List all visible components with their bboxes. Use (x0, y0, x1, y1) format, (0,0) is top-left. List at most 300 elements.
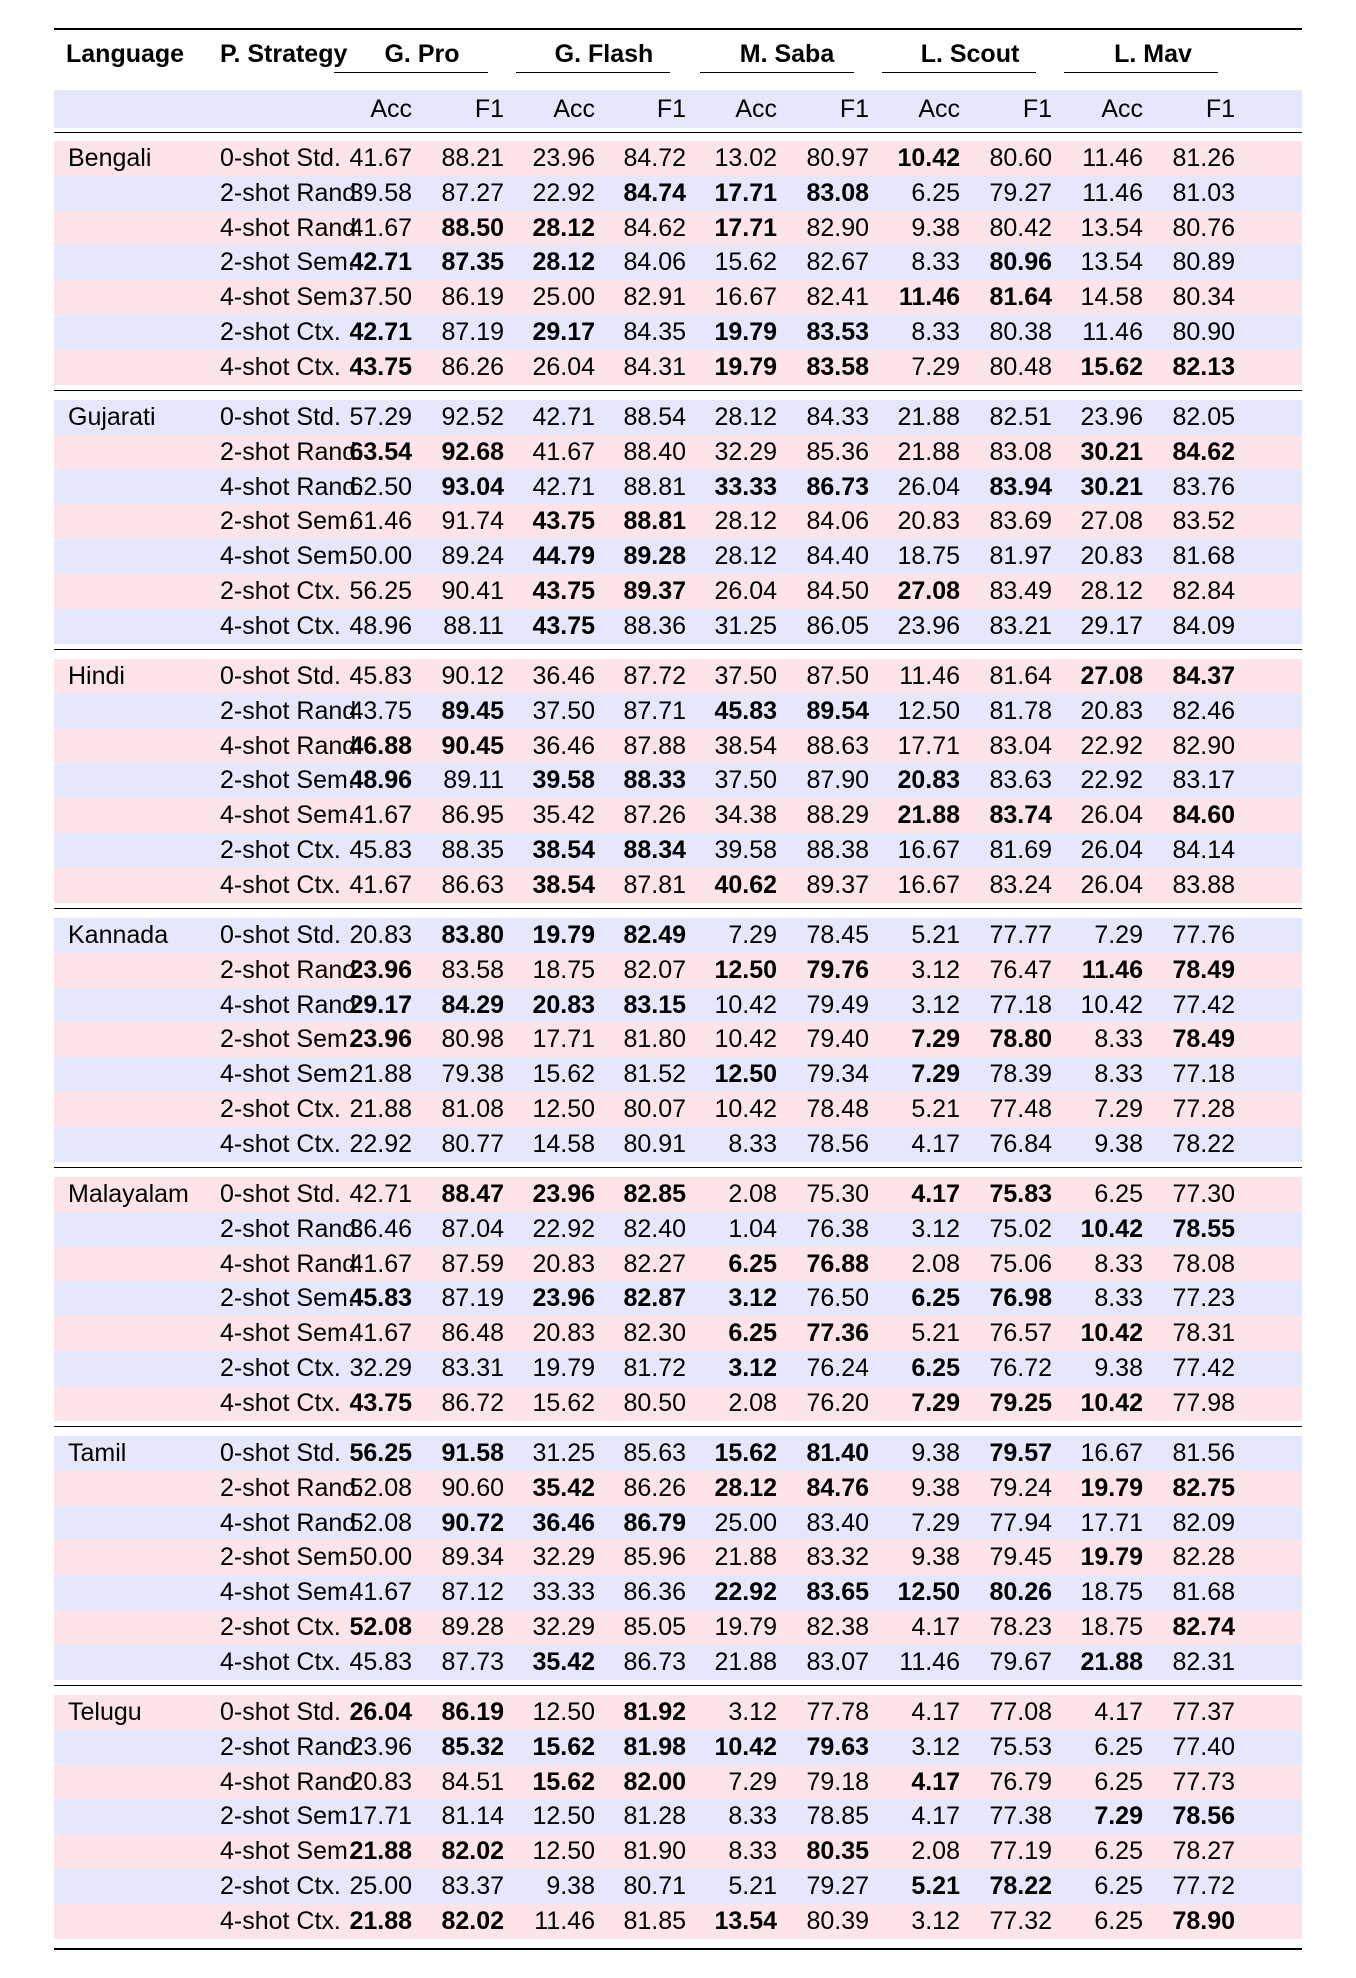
table-row (54, 1695, 1302, 1730)
table-cell: 23.96 (349, 1025, 412, 1054)
table-cell: 3.12 (728, 1698, 777, 1726)
table-cell: 91.74 (441, 507, 504, 536)
table-cell: 26.04 (349, 1698, 412, 1726)
table-cell: 28.12 (714, 507, 777, 536)
table-cell: 41.67 (349, 1319, 412, 1348)
table-cell: 56.25 (349, 1439, 412, 1467)
table-cell: 83.15 (623, 990, 686, 1019)
table-cell: 12.50 (532, 1802, 595, 1831)
table-cell: 80.42 (989, 213, 1052, 242)
table-cell: 80.90 (1172, 318, 1235, 346)
table-cell: 77.42 (1172, 990, 1235, 1019)
strategy-label: 2-shot Sem. (220, 766, 355, 795)
table-cell: 18.75 (1080, 1578, 1143, 1607)
table-cell: 81.14 (441, 1802, 504, 1831)
table-cell: 86.26 (441, 352, 504, 381)
table-cell: 12.50 (897, 1578, 960, 1607)
table-cell: 80.50 (623, 1388, 686, 1417)
table-row (54, 798, 1302, 833)
table-cell: 42.71 (349, 248, 412, 277)
table-cell: 31.25 (714, 611, 777, 640)
table-cell: 44.79 (532, 542, 595, 571)
table-cell: 86.05 (806, 611, 869, 640)
table-cell: 87.81 (623, 870, 686, 899)
table-cell: 82.02 (441, 1837, 504, 1866)
table-cell: 88.38 (806, 836, 869, 864)
table-cell: 12.50 (897, 696, 960, 725)
table-cell: 48.96 (349, 766, 412, 795)
table-cell: 82.67 (806, 248, 869, 277)
table-cell: 87.73 (441, 1647, 504, 1676)
table-cell: 15.62 (532, 1732, 595, 1761)
table-cell: 27.08 (897, 577, 960, 605)
table-cell: 14.58 (1080, 283, 1143, 312)
strategy-label: 4-shot Rand. (220, 213, 364, 242)
table-cell: 83.94 (989, 472, 1052, 501)
table-cell: 28.12 (1080, 577, 1143, 605)
language-label: Malayalam (68, 1180, 189, 1208)
table-cell: 87.71 (623, 696, 686, 725)
table-row (54, 729, 1302, 764)
table-cell: 77.73 (1172, 1767, 1235, 1796)
strategy-label: 2-shot Sem. (220, 1802, 355, 1831)
strategy-label: 4-shot Ctx. (220, 870, 341, 899)
table-cell: 6.25 (1094, 1767, 1143, 1796)
table-cell: 84.76 (806, 1473, 869, 1502)
table-cell: 83.40 (806, 1508, 869, 1537)
table-cell: 27.08 (1080, 507, 1143, 536)
table-row (54, 400, 1302, 435)
table-cell: 15.62 (532, 1388, 595, 1417)
table-cell: 79.63 (806, 1732, 869, 1761)
table-cell: 17.71 (714, 213, 777, 242)
table-cell: 6.25 (911, 1354, 960, 1382)
table-cell: 82.49 (623, 921, 686, 949)
table-cell: 87.88 (623, 731, 686, 760)
table-cell: 84.62 (623, 213, 686, 242)
table-cell: 79.27 (806, 1872, 869, 1900)
table-cell: 7.29 (911, 352, 960, 381)
group-separator (54, 1167, 1302, 1168)
table-cell: 88.81 (623, 472, 686, 501)
table-cell: 21.88 (897, 403, 960, 431)
table-cell: 22.92 (1080, 731, 1143, 760)
table-row (54, 470, 1302, 505)
table-cell: 42.71 (349, 1180, 412, 1208)
table-cell: 80.39 (806, 1906, 869, 1935)
table-cell: 3.12 (911, 955, 960, 984)
table-row (54, 1506, 1302, 1541)
table-row (54, 176, 1302, 211)
table-row (54, 609, 1302, 644)
table-cell: 41.67 (349, 801, 412, 830)
table-row (54, 141, 1302, 176)
strategy-label: 0-shot Std. (220, 662, 341, 690)
table-cell: 84.50 (806, 577, 869, 605)
table-cell: 80.26 (989, 1578, 1052, 1607)
table-cell: 79.38 (441, 1060, 504, 1089)
table-cell: 16.67 (897, 870, 960, 899)
table-cell: 6.25 (911, 1284, 960, 1313)
table-cell: 15.62 (1080, 352, 1143, 381)
table-cell: 78.49 (1172, 955, 1235, 984)
table-cell: 82.91 (623, 283, 686, 312)
table-cell: 48.96 (349, 611, 412, 640)
table-cell: 6.25 (1094, 1732, 1143, 1761)
strategy-label: 2-shot Ctx. (220, 836, 341, 864)
table-cell: 76.84 (989, 1129, 1052, 1158)
table-cell: 81.68 (1172, 1578, 1235, 1607)
table-row (54, 504, 1302, 539)
table-cell: 86.63 (441, 870, 504, 899)
table-cell: 12.50 (532, 1837, 595, 1866)
header-strategy: P. Strategy (220, 40, 348, 68)
table-cell: 78.27 (1172, 1837, 1235, 1866)
table-cell: 29.17 (1080, 611, 1143, 640)
table-cell: 88.21 (441, 144, 504, 172)
group-separator (54, 1426, 1302, 1427)
table-cell: 23.96 (897, 611, 960, 640)
table-cell: 7.29 (728, 1767, 777, 1796)
table-cell: 5.21 (911, 1319, 960, 1348)
table-cell: 87.90 (806, 766, 869, 795)
table-cell: 86.73 (806, 472, 869, 501)
table-cell: 22.92 (532, 178, 595, 207)
table-cell: 89.45 (441, 696, 504, 725)
table-cell: 77.23 (1172, 1284, 1235, 1313)
table-cell: 76.20 (806, 1388, 869, 1417)
table-cell: 83.21 (989, 611, 1052, 640)
table-cell: 21.88 (897, 437, 960, 466)
table-cell: 88.63 (806, 731, 869, 760)
group-separator (54, 908, 1302, 909)
table-cell: 77.37 (1172, 1698, 1235, 1726)
table-cell: 80.89 (1172, 248, 1235, 277)
table-cell: 76.72 (989, 1354, 1052, 1382)
table-cell: 20.83 (532, 1319, 595, 1348)
table-cell: 35.42 (532, 1473, 595, 1502)
table-cell: 9.38 (911, 1543, 960, 1572)
table-cell: 89.11 (443, 766, 504, 795)
strategy-label: 0-shot Std. (220, 921, 341, 949)
table-cell: 61.46 (349, 507, 412, 536)
table-cell: 3.12 (911, 1732, 960, 1761)
table-cell: 28.12 (532, 248, 595, 277)
table-cell: 21.88 (349, 1095, 412, 1123)
table-cell: 75.83 (989, 1180, 1052, 1208)
table-cell: 36.46 (532, 1508, 595, 1537)
table-cell: 10.42 (714, 990, 777, 1019)
table-cell: 83.49 (989, 577, 1052, 605)
table-cell: 82.07 (623, 955, 686, 984)
table-cell: 81.92 (623, 1698, 686, 1726)
table-cell: 36.46 (349, 1214, 412, 1243)
table-cell: 22.92 (714, 1578, 777, 1607)
table-cell: 8.33 (1094, 1284, 1143, 1313)
table-cell: 83.69 (989, 507, 1052, 536)
metric-header: F1 (839, 95, 869, 123)
table-row (54, 694, 1302, 729)
table-cell: 22.92 (1080, 766, 1143, 795)
table-cell: 92.52 (441, 403, 504, 431)
table-cell: 41.67 (532, 437, 595, 466)
table-row (54, 350, 1302, 385)
table-cell: 80.38 (989, 318, 1052, 346)
table-cell: 87.26 (623, 801, 686, 830)
table-cell: 82.51 (989, 403, 1052, 431)
table-cell: 77.98 (1172, 1388, 1235, 1417)
table-cell: 87.04 (441, 1214, 504, 1243)
table-cell: 7.29 (911, 1508, 960, 1537)
table-cell: 8.33 (1094, 1025, 1143, 1054)
table-cell: 28.12 (714, 403, 777, 431)
table-cell: 38.54 (714, 731, 777, 760)
table-cell: 7.29 (911, 1060, 960, 1089)
metric-header: F1 (1022, 95, 1052, 123)
table-cell: 20.83 (1080, 696, 1143, 725)
metric-header: Acc (735, 95, 777, 123)
strategy-label: 2-shot Rand. (220, 955, 364, 984)
table-cell: 19.79 (532, 921, 595, 949)
table-cell: 10.42 (1080, 1388, 1143, 1417)
table-cell: 9.38 (911, 1473, 960, 1502)
table-cell: 11.46 (899, 662, 960, 690)
table-cell: 78.22 (1172, 1129, 1235, 1158)
table-cell: 52.08 (349, 1508, 412, 1537)
table-cell: 35.42 (532, 801, 595, 830)
table-cell: 83.32 (806, 1543, 869, 1572)
table-row (54, 1281, 1302, 1316)
table-row (54, 435, 1302, 470)
table-cell: 19.79 (714, 352, 777, 381)
table-cell: 82.40 (623, 1214, 686, 1243)
table-cell: 42.71 (532, 472, 595, 501)
table-row (54, 1316, 1302, 1351)
table-cell: 84.06 (806, 507, 869, 536)
table-cell: 62.50 (349, 472, 412, 501)
table-cell: 23.96 (532, 1284, 595, 1313)
table-row (54, 1386, 1302, 1421)
table-cell: 88.33 (623, 766, 686, 795)
table-cell: 36.46 (532, 662, 595, 690)
table-cell: 82.30 (623, 1319, 686, 1348)
table-cell: 84.37 (1172, 662, 1235, 690)
table-cell: 17.71 (349, 1802, 412, 1831)
table-cell: 23.96 (349, 1732, 412, 1761)
header-language: Language (66, 40, 185, 68)
strategy-label: 4-shot Sem. (220, 1578, 355, 1607)
table-cell: 43.75 (532, 507, 595, 536)
table-cell: 93.04 (441, 472, 504, 501)
table-cell: 19.79 (1080, 1473, 1143, 1502)
table-cell: 32.29 (532, 1543, 595, 1572)
table-cell: 52.08 (349, 1613, 412, 1641)
table-cell: 77.94 (989, 1508, 1052, 1537)
table-cell: 86.79 (623, 1508, 686, 1537)
metric-header: F1 (656, 95, 686, 123)
table-row (54, 539, 1302, 574)
table-cell: 50.00 (349, 1543, 412, 1572)
table-cell: 82.05 (1172, 403, 1235, 431)
model-cmidrule (882, 72, 1036, 73)
table-cell: 77.78 (806, 1698, 869, 1726)
table-cell: 80.91 (623, 1129, 686, 1158)
table-cell: 26.04 (1080, 836, 1143, 864)
strategy-label: 0-shot Std. (220, 1439, 341, 1467)
table-cell: 4.17 (911, 1180, 960, 1208)
strategy-label: 2-shot Rand. (220, 178, 364, 207)
table-cell: 20.83 (349, 921, 412, 949)
table-cell: 80.76 (1172, 213, 1235, 242)
table-cell: 6.25 (911, 178, 960, 207)
table-row (54, 1212, 1302, 1247)
table-cell: 7.29 (911, 1025, 960, 1054)
table-cell: 82.84 (1172, 577, 1235, 605)
table-cell: 81.80 (623, 1025, 686, 1054)
table-cell: 86.19 (441, 1698, 504, 1726)
table-cell: 79.45 (989, 1543, 1052, 1572)
table-cell: 19.79 (532, 1354, 595, 1382)
table-cell: 17.71 (532, 1025, 595, 1054)
table-row (54, 1730, 1302, 1765)
table-cell: 27.08 (1080, 662, 1143, 690)
table-cell: 81.69 (989, 836, 1052, 864)
table-cell: 84.14 (1172, 836, 1235, 864)
table-cell: 80.60 (989, 144, 1052, 172)
table-row (54, 1022, 1302, 1057)
table-cell: 15.62 (714, 248, 777, 277)
table-cell: 84.74 (623, 178, 686, 207)
strategy-label: 2-shot Sem. (220, 248, 355, 277)
strategy-label: 2-shot Ctx. (220, 577, 341, 605)
table-cell: 4.17 (911, 1129, 960, 1158)
metric-header: Acc (918, 95, 960, 123)
table-cell: 81.97 (989, 542, 1052, 571)
group-separator (54, 390, 1302, 391)
table-cell: 37.50 (532, 696, 595, 725)
table-cell: 10.42 (1080, 990, 1143, 1019)
table-cell: 84.40 (806, 542, 869, 571)
table-cell: 83.31 (441, 1354, 504, 1382)
table-cell: 15.62 (532, 1767, 595, 1796)
table-cell: 77.76 (1172, 921, 1235, 949)
header-model-1: G. Pro (384, 40, 460, 68)
table-cell: 43.75 (349, 696, 412, 725)
table-row (54, 1177, 1302, 1212)
table-row (54, 1127, 1302, 1162)
table-cell: 83.53 (806, 318, 869, 346)
table-cell: 87.19 (441, 318, 504, 346)
table-cell: 80.77 (441, 1129, 504, 1158)
strategy-label: 4-shot Ctx. (220, 1647, 341, 1676)
table-cell: 75.02 (989, 1214, 1052, 1243)
table-cell: 45.83 (349, 1284, 412, 1313)
table-cell: 83.08 (989, 437, 1052, 466)
bottom-rule (54, 1948, 1302, 1950)
table-cell: 82.74 (1172, 1613, 1235, 1641)
table-cell: 36.46 (532, 731, 595, 760)
table-cell: 25.00 (349, 1872, 412, 1900)
strategy-label: 0-shot Std. (220, 1698, 341, 1726)
table-cell: 83.88 (1172, 870, 1235, 899)
table-cell: 88.35 (441, 836, 504, 864)
table-cell: 77.42 (1172, 1354, 1235, 1382)
table-cell: 5.21 (911, 1872, 960, 1900)
table-cell: 84.60 (1172, 801, 1235, 830)
table-cell: 82.27 (623, 1249, 686, 1278)
table-cell: 7.29 (1094, 1802, 1143, 1831)
table-cell: 12.50 (532, 1698, 595, 1726)
table-cell: 19.79 (714, 1613, 777, 1641)
table-cell: 86.95 (441, 801, 504, 830)
table-cell: 8.33 (728, 1837, 777, 1866)
table-cell: 88.34 (623, 836, 686, 864)
table-cell: 41.67 (349, 213, 412, 242)
table-cell: 91.58 (441, 1439, 504, 1467)
table-cell: 76.24 (806, 1354, 869, 1382)
table-cell: 21.88 (897, 801, 960, 830)
table-cell: 39.58 (714, 836, 777, 864)
table-row (54, 1834, 1302, 1869)
table-cell: 43.75 (532, 577, 595, 605)
table-cell: 88.36 (623, 611, 686, 640)
table-cell: 21.88 (349, 1837, 412, 1866)
table-cell: 79.24 (989, 1473, 1052, 1502)
table-cell: 13.02 (714, 144, 777, 172)
table-cell: 75.53 (989, 1732, 1052, 1761)
strategy-label: 4-shot Ctx. (220, 1906, 341, 1935)
table-cell: 56.25 (349, 577, 412, 605)
table-cell: 43.75 (349, 352, 412, 381)
table-cell: 79.40 (806, 1025, 869, 1054)
table-cell: 9.38 (911, 213, 960, 242)
table-cell: 90.72 (441, 1508, 504, 1537)
table-cell: 2.08 (911, 1837, 960, 1866)
table-cell: 15.62 (532, 1060, 595, 1089)
table-cell: 84.31 (623, 352, 686, 381)
table-cell: 85.05 (623, 1613, 686, 1641)
table-cell: 12.50 (714, 1060, 777, 1089)
metric-header: Acc (370, 95, 412, 123)
table-cell: 81.90 (623, 1837, 686, 1866)
table-cell: 89.37 (806, 870, 869, 899)
table-row (54, 763, 1302, 798)
table-cell: 82.00 (623, 1767, 686, 1796)
table-cell: 50.00 (349, 542, 412, 571)
table-cell: 84.62 (1172, 437, 1235, 466)
table-cell: 38.54 (532, 870, 595, 899)
strategy-label: 4-shot Sem. (220, 801, 355, 830)
table-cell: 41.67 (349, 144, 412, 172)
group-separator (54, 649, 1302, 650)
table-cell: 88.11 (443, 611, 504, 640)
table-cell: 78.23 (989, 1613, 1052, 1641)
table-cell: 5.21 (911, 921, 960, 949)
table-cell: 23.96 (1080, 403, 1143, 431)
table-cell: 12.50 (714, 955, 777, 984)
table-cell: 8.33 (911, 318, 960, 346)
strategy-label: 4-shot Sem. (220, 283, 355, 312)
table-cell: 40.62 (714, 870, 777, 899)
table-cell: 18.75 (897, 542, 960, 571)
table-cell: 87.72 (623, 662, 686, 690)
table-cell: 88.81 (623, 507, 686, 536)
table-cell: 78.48 (806, 1095, 869, 1123)
table-row (54, 988, 1302, 1023)
table-cell: 21.88 (349, 1906, 412, 1935)
table-cell: 13.54 (714, 1906, 777, 1935)
table-cell: 81.03 (1172, 178, 1235, 207)
